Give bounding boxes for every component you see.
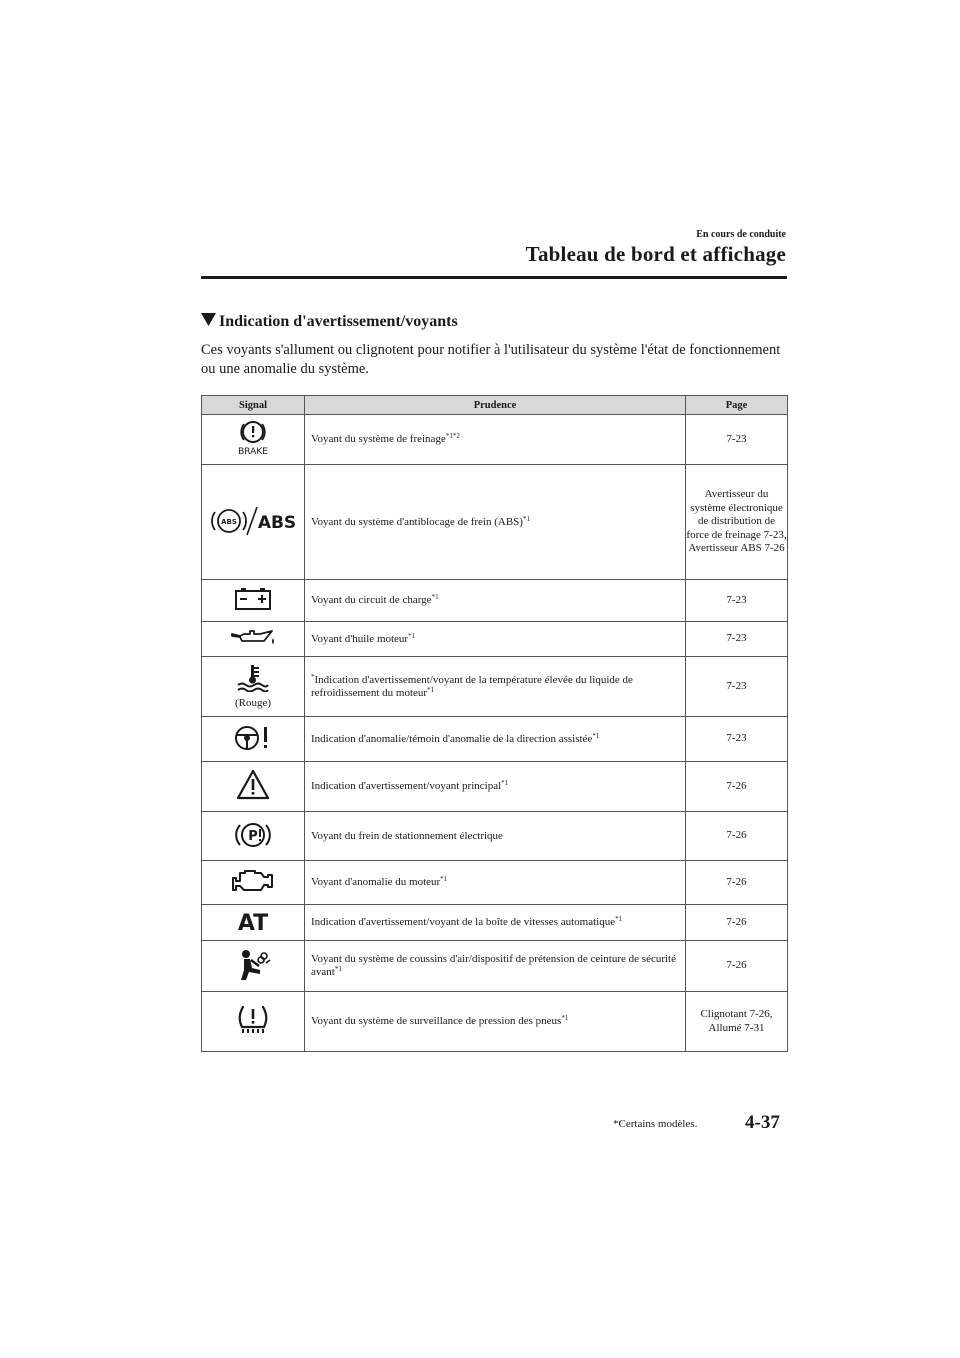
signal-cell	[202, 861, 305, 905]
battery-icon	[234, 587, 272, 611]
prudence-text: Voyant du frein de stationnement électrique	[311, 829, 503, 842]
table-row	[202, 717, 788, 762]
footnote-models: *Certains modèles.	[613, 1118, 698, 1130]
table-row	[202, 941, 788, 992]
prudence-cell	[305, 762, 686, 812]
prudence-cell	[305, 717, 686, 762]
prudence-cell	[305, 415, 686, 465]
column-header-prudence: Prudence	[305, 396, 686, 415]
table-row	[202, 861, 788, 905]
parking-p-label: P	[248, 828, 258, 844]
table-row	[202, 465, 788, 580]
warning-lights-table	[201, 395, 788, 1052]
page-cell: 7-26	[686, 762, 788, 812]
header-section-label: En cours de conduite	[696, 229, 786, 240]
page-cell: 7-26	[686, 812, 788, 861]
prudence-text: Indication d'avertissement/voyant principal	[311, 780, 502, 792]
prudence-cell	[305, 992, 686, 1052]
prudence-text: Voyant du système de surveillance de pression des pneus	[311, 1015, 562, 1027]
footnote-mark: *1*2	[445, 432, 460, 440]
prudence-cell	[305, 465, 686, 580]
prudence-text: Voyant du circuit de charge	[311, 594, 432, 606]
coolant-temperature-icon	[236, 664, 270, 692]
signal-cell	[202, 762, 305, 812]
footnote-mark: *1	[408, 631, 416, 640]
table-row	[202, 415, 788, 465]
table-row	[202, 580, 788, 622]
prudence-cell	[305, 941, 686, 992]
signal-cell	[202, 941, 305, 992]
prudence-text: Voyant du système d'antiblocage de frein (ABS)	[311, 515, 523, 528]
prudence-cell	[305, 905, 686, 941]
signal-cell	[202, 657, 305, 717]
power-steering-icon	[233, 724, 273, 752]
page-cell: 7-23	[686, 657, 788, 717]
page-cell: 7-23	[686, 622, 788, 657]
master-warning-icon	[236, 769, 270, 801]
footnote-mark: *1	[440, 875, 448, 883]
footnote-mark: *1	[592, 731, 600, 740]
prudence-text: Voyant du système de coussins d'air/dispositif de prétension de ceinture de sécurité avant	[311, 953, 676, 978]
prudence-text: Indication d'avertissement/voyant de la boîte de vitesses automatique	[311, 916, 616, 928]
signal-cell	[202, 905, 305, 941]
signal-cell	[202, 717, 305, 762]
signal-cell	[202, 415, 305, 465]
prudence-text: Indication d'avertissement/voyant de la température élevée du liquide de refroidissement du moteur	[311, 673, 633, 699]
oil-can-icon	[230, 629, 276, 647]
table-row	[202, 992, 788, 1052]
table-row	[202, 905, 788, 941]
footnote-mark: *1	[431, 593, 439, 601]
signal-cell	[202, 992, 305, 1052]
footnote-mark: *1	[501, 779, 509, 787]
signal-cell	[202, 465, 305, 580]
prudence-cell	[305, 861, 686, 905]
page-number: 4-37	[745, 1112, 780, 1133]
signal-cell	[202, 622, 305, 657]
table-row	[202, 762, 788, 812]
footnote-mark: *	[311, 672, 315, 681]
signal-cell	[202, 812, 305, 861]
footnote-mark: *1	[427, 685, 435, 694]
prudence-text: Indication d'anomalie/témoin d'anomalie de la direction assistée	[311, 732, 593, 745]
page-cell: 7-23	[686, 415, 788, 465]
signal-cell	[202, 580, 305, 622]
tire-pressure-icon	[234, 1003, 272, 1037]
table-row	[202, 812, 788, 861]
prudence-text: Voyant d'huile moteur	[311, 632, 409, 645]
abs-text-label: ABS	[257, 512, 297, 533]
coolant-color-note: (Rouge)	[234, 697, 272, 709]
column-header-signal: Signal	[202, 396, 305, 415]
header-divider	[201, 276, 787, 279]
airbag-icon	[234, 948, 272, 982]
abs-warning-icon	[209, 505, 297, 537]
column-header-page: Page	[686, 396, 788, 415]
page-cell: 7-26	[686, 861, 788, 905]
prudence-cell	[305, 657, 686, 717]
page-cell: 7-26	[686, 905, 788, 941]
check-engine-icon	[231, 868, 275, 894]
section-heading	[201, 313, 458, 331]
prudence-text: Voyant du système de freinage	[311, 433, 446, 445]
prudence-text: Voyant d'anomalie du moteur	[311, 876, 441, 888]
abs-inner-label: ABS	[221, 517, 237, 526]
brake-icon-label: BRAKE	[238, 447, 268, 456]
prudence-cell	[305, 622, 686, 657]
footnote-mark: *1	[334, 965, 342, 973]
footnote-mark: *1	[522, 514, 530, 523]
section-heading-text: Indication d'avertissement/voyants	[219, 313, 458, 330]
electric-parking-brake-icon	[233, 819, 273, 851]
prudence-cell	[305, 812, 686, 861]
footnote-mark: *1	[561, 1014, 569, 1022]
table-row	[202, 657, 788, 717]
at-label: AT	[237, 911, 269, 933]
automatic-transmission-icon	[233, 909, 273, 933]
page-cell: Avertisseur du système électronique de distribution de force de freinage 7-23, Avertisseur ABS 7-26	[686, 465, 788, 580]
intro-paragraph: Ces voyants s'allument ou clignotent pour notifier à l'utilisateur du système l'état de fonctionnement ou une anomalie du système.	[201, 342, 781, 377]
footnote-mark: *1	[615, 915, 623, 923]
table-header-row	[202, 396, 788, 415]
header-title: Tableau de bord et affichage	[525, 242, 786, 266]
prudence-cell	[305, 580, 686, 622]
page-cell: 7-23	[686, 717, 788, 762]
page-cell: Clignotant 7-26, Allumé 7-31	[686, 992, 788, 1052]
page-cell: 7-23	[686, 580, 788, 622]
table-row	[202, 622, 788, 657]
triangle-down-icon	[201, 313, 216, 331]
page-cell: 7-26	[686, 941, 788, 992]
brake-warning-icon	[233, 420, 273, 456]
